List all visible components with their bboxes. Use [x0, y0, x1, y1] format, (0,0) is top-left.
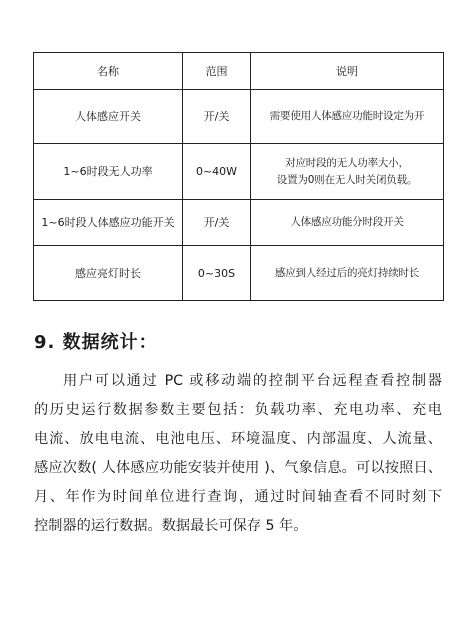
cell-name: 1~6时段无人功率 [34, 144, 183, 200]
description-line: 对应时段的无人功率大小， [285, 156, 409, 169]
cell-name: 1~6时段人体感应功能开关 [34, 200, 183, 246]
table-row [34, 246, 444, 301]
header-description: 说明 [251, 53, 444, 90]
paragraph-line: 的历史运行数据参数主要包括：负载功率、充电功率、充电 [34, 402, 442, 418]
cell-name: 人体感应开关 [34, 90, 183, 144]
cell-range: 开/关 [183, 200, 251, 246]
cell-range: 0~40W [183, 144, 251, 200]
table-row [34, 200, 444, 246]
cell-range: 开/关 [183, 90, 251, 144]
description-line: 需要使用人体感应功能时设定为开 [269, 110, 425, 122]
cell-description [251, 246, 444, 301]
description-line: 设置为0则在无人时关闭负载。 [276, 173, 418, 186]
cell-description [251, 90, 444, 144]
description-line: 感应到人经过后的亮灯持续时长 [274, 266, 420, 279]
section-title: 9. 数据统计： [34, 332, 158, 353]
header-range: 范围 [183, 53, 251, 90]
paragraph-line: 用户可以通过 PC 或移动端的控制平台远程查看控制器 [63, 373, 442, 389]
table-row [34, 90, 444, 144]
cell-description [251, 144, 444, 200]
table-row [34, 144, 444, 200]
paragraph-line: 月、年作为时间单位进行查询，通过时间轴查看不同时刻下 [34, 489, 442, 505]
table-header-row [34, 53, 444, 90]
paragraph-line: 电流、放电电流、电池电压、环境温度、内部温度、人流量、 [34, 431, 442, 447]
description-line: 人体感应功能分时段开关 [290, 216, 404, 228]
paragraph-line: 感应次数( 人体感应功能安装并使用 )、气象信息。可以按照日、 [34, 460, 442, 476]
section-paragraph [34, 367, 442, 541]
cell-range: 0~30S [183, 246, 251, 301]
cell-name: 感应亮灯时长 [34, 246, 183, 301]
header-name: 名称 [34, 53, 183, 90]
parameter-table [33, 52, 444, 301]
paragraph-line: 控制器的运行数据。数据最长可保存 5 年。 [34, 518, 308, 534]
cell-description [251, 200, 444, 246]
